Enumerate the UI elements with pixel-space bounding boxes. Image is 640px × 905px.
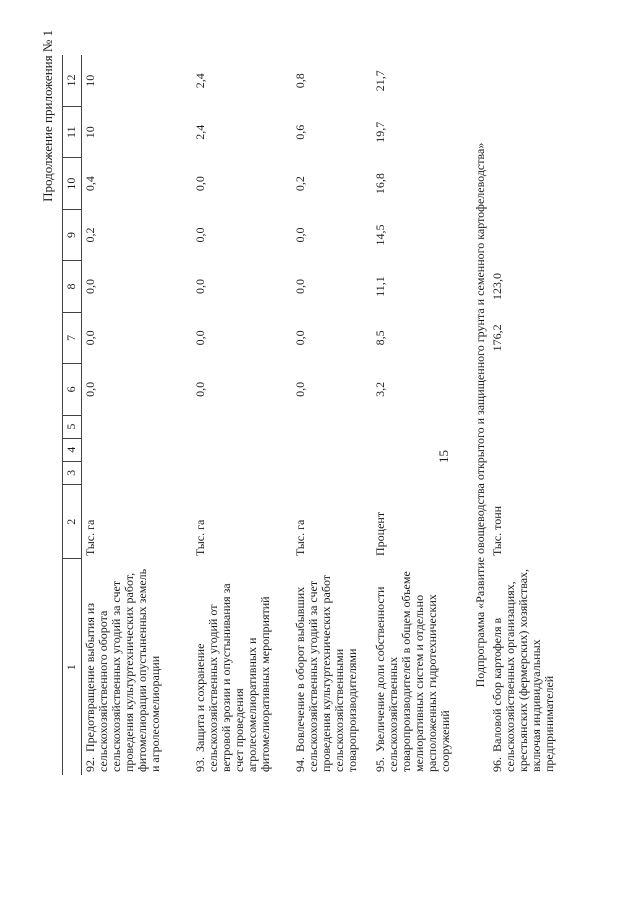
value-cell: 0,8 [292, 73, 307, 89]
row-number: 96. [489, 757, 504, 772]
value-cell: 8,5 [372, 330, 387, 346]
value-cell: 0,0 [292, 330, 307, 346]
value-cell [82, 438, 192, 461]
value-cell [292, 415, 372, 438]
value-cell: 3,2 [372, 381, 387, 397]
indicator-text: Вовлечение в оборот выбывших сельскохозяйственных угодий за счет проведения культуртехнических работ сельскохозяйственными товаропроизводителями [292, 574, 359, 772]
table-row [292, 55, 372, 775]
value-cell: 0,4 [83, 176, 97, 192]
column-header-11: 11 [63, 106, 82, 157]
indicator-name [372, 559, 472, 775]
column-header-9: 9 [63, 209, 82, 260]
value-cell: 0,0 [192, 227, 207, 243]
value-cell [82, 461, 192, 484]
value-cell: 10 [83, 126, 97, 139]
indicator-name [292, 559, 372, 775]
value-cell: 0,0 [83, 330, 97, 346]
page-number: 15 [436, 450, 451, 463]
value-cell [292, 461, 372, 484]
table-row [82, 55, 192, 775]
value-cell: 0,0 [292, 227, 307, 243]
value-cell [192, 461, 292, 484]
continuation-note: Продолжение приложения № 1 [40, 30, 55, 202]
value-cell [292, 438, 372, 461]
value-cell [489, 364, 579, 415]
value-cell: 10 [83, 74, 97, 87]
header-row [63, 55, 82, 775]
row-number: 93. [192, 757, 207, 772]
row-number: 92. [83, 757, 97, 772]
value-cell [489, 158, 579, 209]
value-cell: 0,2 [83, 227, 97, 243]
column-header-8: 8 [63, 261, 82, 312]
column-header-3: 3 [63, 461, 82, 484]
row-number: 95. [372, 757, 387, 772]
subprogram-title: Подпрограмма «Развитие овощеводства открытого и защищенного грунта и семенного картофелеводства» [472, 142, 487, 688]
column-header-7: 7 [63, 312, 82, 363]
value-cell: 0,6 [292, 124, 307, 140]
unit-cell: Тыс. тонн [489, 505, 504, 556]
column-header-4: 4 [63, 438, 82, 461]
value-cell: 0,2 [292, 176, 307, 192]
value-cell: 2,4 [192, 124, 207, 140]
value-cell: 123,0 [489, 272, 504, 300]
value-cell: 14,5 [372, 224, 387, 246]
table-row [372, 55, 472, 775]
unit-cell: Тыс. га [192, 519, 207, 556]
column-header-2: 2 [63, 484, 82, 559]
value-cell [192, 415, 292, 438]
unit-cell: Тыс. га [292, 519, 307, 556]
indicator-name [82, 559, 192, 775]
value-cell [372, 438, 472, 461]
column-header-1: 1 [63, 559, 82, 775]
value-cell [489, 106, 579, 157]
value-cell [489, 209, 579, 260]
value-cell: 11,1 [372, 276, 387, 297]
unit-cell: Процент [372, 511, 387, 556]
table-row [192, 55, 292, 775]
indicator-text: Увеличение доли собственности сельскохозяйственных товаропроизводителей в общем объеме мелиоративных систем и отдельно расположенных гидротехнических сооружений [372, 571, 452, 772]
row-number: 94. [292, 757, 307, 772]
column-header-12: 12 [63, 55, 82, 106]
value-cell [192, 438, 292, 461]
value-cell: 0,0 [192, 381, 207, 397]
indicator-name [489, 559, 579, 775]
subprogram-row [472, 55, 489, 775]
value-cell [82, 415, 192, 438]
value-cell [489, 55, 579, 106]
value-cell: 0,0 [192, 330, 207, 346]
unit-cell: Тыс. га [83, 519, 97, 556]
value-cell [372, 461, 472, 484]
value-cell [372, 415, 472, 438]
value-cell: 0,0 [192, 176, 207, 192]
column-header-10: 10 [63, 158, 82, 209]
indicator-name [192, 559, 292, 775]
value-cell: 0,0 [83, 381, 97, 397]
value-cell [489, 461, 579, 484]
indicator-text: Защита и сохранение сельскохозяйственных угодий от ветровой эрозии и опустынивания за счет проведения агролесомелиоративных и фитомелиоративных мероприятий [192, 583, 272, 772]
indicator-text: Предотвращение выбытия из сельскохозяйственного оборота сельскохозяйственных угодий за счет проведения культуртехнических работ, фитомелиорации опустыненных земель и агролесомелиорации [83, 568, 162, 772]
column-header-6: 6 [63, 364, 82, 415]
indicator-text: Валовой сбор картофеля в сельскохозяйственных организациях, крестьянских (фермерских) хозяйствах, включая индивидуальных предпринимателей [489, 568, 556, 772]
value-cell: 176,2 [489, 324, 504, 352]
value-cell: 19,7 [372, 121, 387, 143]
value-cell [489, 438, 579, 461]
value-cell: 2,4 [192, 73, 207, 89]
value-cell: 0,0 [292, 381, 307, 397]
table-row [489, 55, 579, 775]
indicators-table [62, 55, 579, 775]
column-header-5: 5 [63, 415, 82, 438]
value-cell: 0,0 [83, 278, 97, 294]
value-cell: 0,0 [292, 278, 307, 294]
value-cell: 16,8 [372, 173, 387, 195]
value-cell [489, 415, 579, 438]
value-cell: 21,7 [372, 70, 387, 92]
value-cell: 0,0 [192, 278, 207, 294]
